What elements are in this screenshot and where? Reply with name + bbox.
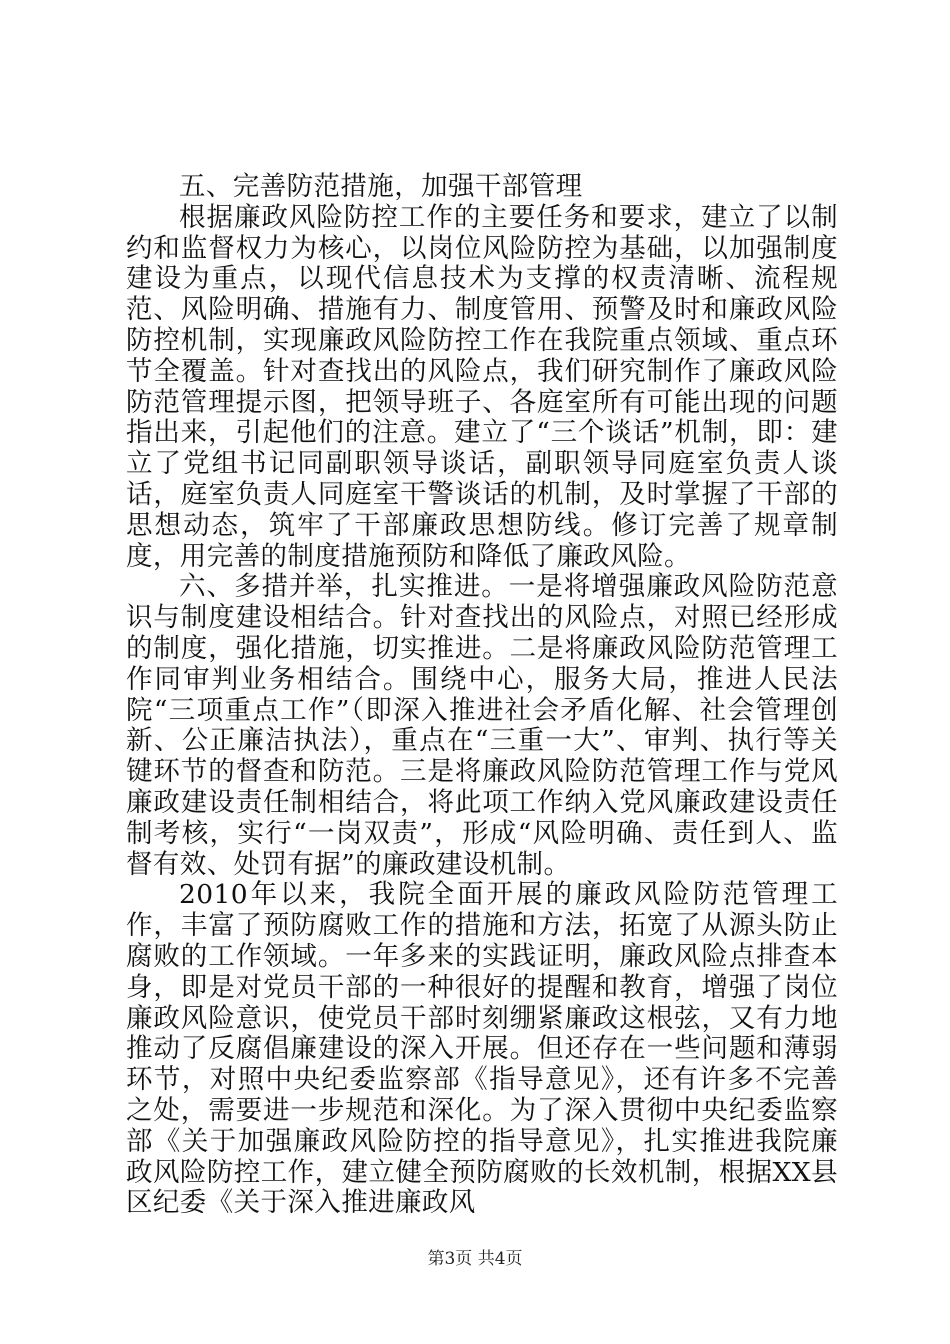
document-body <box>126 172 838 1219</box>
section-heading-five: 五、完善防范措施，加强干部管理 <box>179 171 583 202</box>
paragraph-since-2010: 2010年以来，我院全面开展的廉政风险防范管理工作，丰富了预防腐败工作的措施和方法，拓宽了从源头防止腐败的工作领域。一年多来的实践证明，廉政风险点排查本身，即是对党员干部的一种很好的提醒和教育，增强了岗位廉政风险意识，使党员干部时刻绷紧廉政这根弦，又有力地推动了反腐倡廉建设的深入开展。但还存在一些问题和薄弱环节，对照中央纪委监察部《指导意见》，还有许多不完善之处，需要进一步规范和深化。为了深入贯彻中央纪委监察部《关于加强廉政风险防控的指导意见》，扎实推进我院廉政风险防控工作，建立健全预防腐败的长效机制，根据XX县区纪委《关于深入推进廉政风 <box>126 879 838 1219</box>
page-number-footer: 第3页 共4页 <box>427 1249 523 1269</box>
paragraph-measures: 六、多措并举，扎实推进。一是将增强廉政风险防范意识与制度建设相结合。针对查找出的风险点，对照已经形成的制度，强化措施，切实推进。二是将廉政风险防范管理工作同审判业务相结合。围绕中心，服务大局，推进人民法院“三项重点工作”（即深入推进社会矛盾化解、社会管理创新、公正廉洁执法），重点在“三重一大”、审判、执行等关键环节的督查和防范。三是将廉政风险防范管理工作与党风廉政建设责任制相结合，将此项工作纳入党风廉政建设责任制考核，实行“一岗双责”，形成“风险明确、责任到人、监督有效、处罚有据”的廉政建设机制。 <box>126 571 838 880</box>
paragraph-risk-control: 根据廉政风险防控工作的主要任务和要求，建立了以制约和监督权力为核心，以岗位风险防控为基础，以加强制度建设为重点，以现代信息技术为支撑的权责清晰、流程规范、风险明确、措施有力、制度管用、预警及时和廉政风险防控机制，实现廉政风险防控工作在我院重点领域、重点环节全覆盖。针对查找出的风险点，我们研究制作了廉政风险防范管理提示图，把领导班子、各庭室所有可能出现的问题指出来，引起他们的注意。建立了“三个谈话”机制，即：建立了党组书记同副职领导谈话，副职领导同庭室负责人谈话，庭室负责人同庭室干警谈话的机制，及时掌握了干部的思想动态，筑牢了干部廉政思想防线。修订完善了规章制度，用完善的制度措施预防和降低了廉政风险。 <box>126 201 838 572</box>
